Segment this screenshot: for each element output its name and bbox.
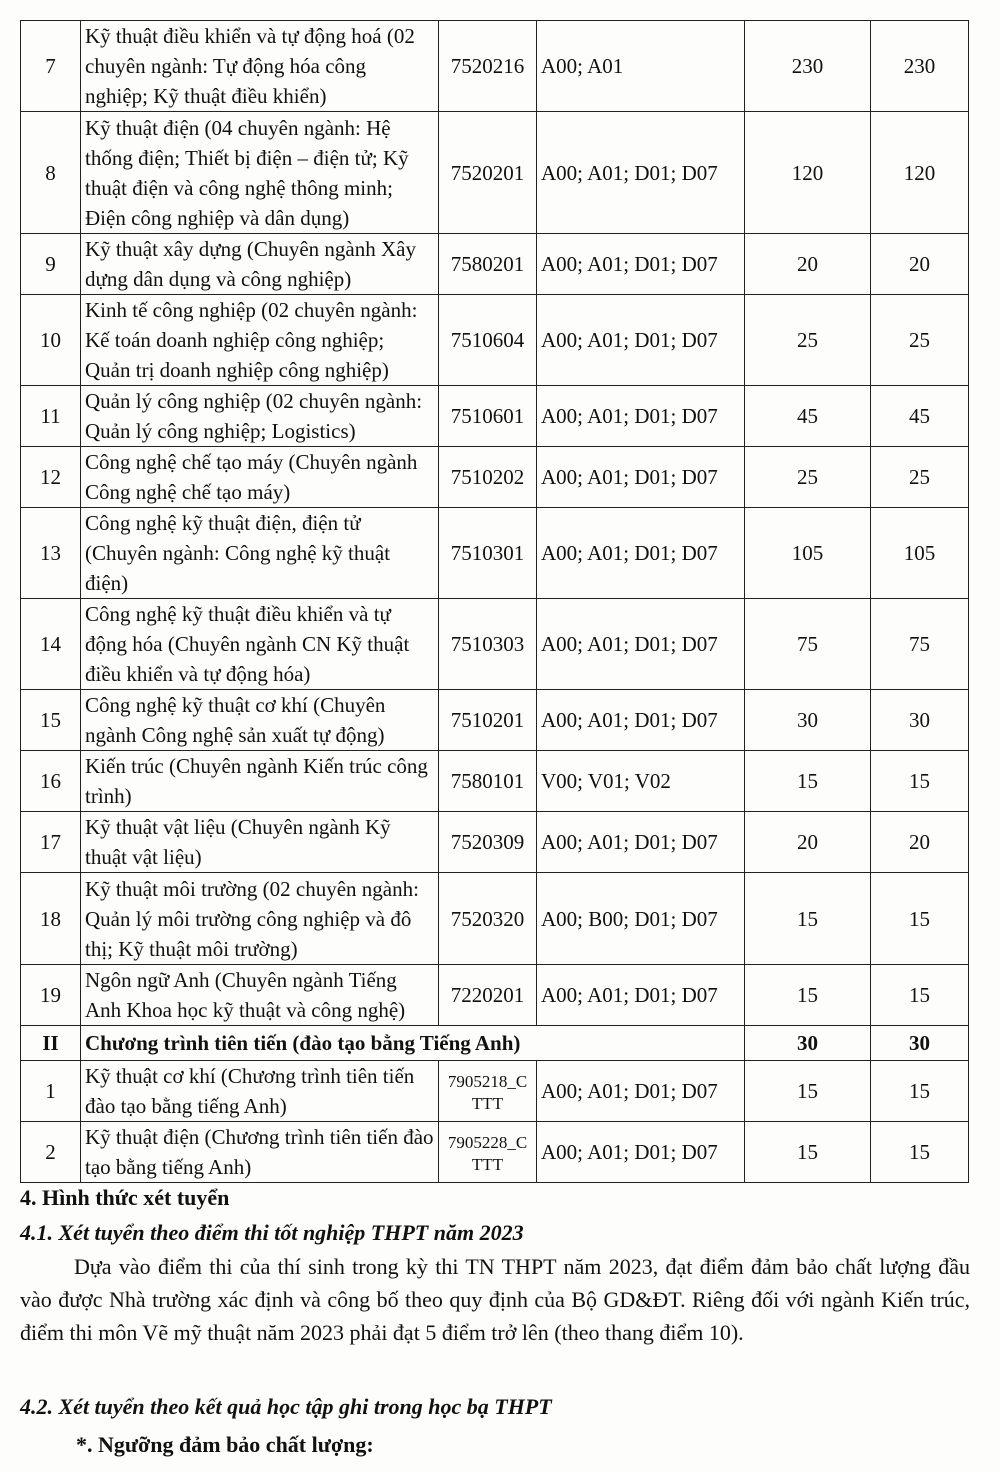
section-number: II [21,1026,81,1061]
table-row [21,1061,969,1122]
program-code: 7510604 [439,295,537,386]
quota-value: 120 [871,112,969,234]
row-number: 19 [21,965,81,1026]
quota-value: 25 [871,295,969,386]
subject-combinations: A00; A01; D01; D07 [537,295,745,386]
program-code: 7520201 [439,112,537,234]
quota-value: 15 [871,1061,969,1122]
subject-combinations: A00; A01; D01; D07 [537,812,745,873]
program-code: 7510303 [439,599,537,690]
quota-value: 15 [871,1122,969,1183]
quota-value: 25 [745,447,871,508]
program-name: Kỹ thuật điều khiển và tự động hoá (02 chuyên ngành: Tự động hóa công nghiệp; Kỹ thuật điều khiển) [81,21,439,112]
table-row [21,690,969,751]
row-number: 16 [21,751,81,812]
quota-value: 75 [745,599,871,690]
table-row [21,751,969,812]
quota-value: 15 [745,1122,871,1183]
section-quota: 30 [745,1026,871,1061]
row-number: 11 [21,386,81,447]
quota-value: 25 [871,447,969,508]
program-code: 7510601 [439,386,537,447]
subject-combinations: A00; A01 [537,21,745,112]
subject-combinations: A00; B00; D01; D07 [537,873,745,965]
row-number: 14 [21,599,81,690]
program-code: 7580201 [439,234,537,295]
section-4-2-heading: 4.2. Xét tuyển theo kết quả học tập ghi trong học bạ THPT [20,1394,552,1419]
quota-value: 15 [745,751,871,812]
row-number: 8 [21,112,81,234]
admission-quota-table [20,20,969,1183]
quota-value: 15 [871,873,969,965]
table-body [21,21,969,1183]
program-code: 7510202 [439,447,537,508]
quota-value: 30 [745,690,871,751]
row-number: 9 [21,234,81,295]
program-code: 7520216 [439,21,537,112]
table-row [21,447,969,508]
section-quota: 30 [871,1026,969,1061]
subject-combinations: A00; A01; D01; D07 [537,508,745,599]
program-name: Công nghệ kỹ thuật cơ khí (Chuyên ngành Công nghệ sản xuất tự động) [81,690,439,751]
program-code: 7510201 [439,690,537,751]
quota-value: 15 [745,965,871,1026]
quota-value: 15 [871,965,969,1026]
section-title: Chương trình tiên tiến (đào tạo bằng Tiếng Anh) [81,1026,745,1061]
subject-combinations: A00; A01; D01; D07 [537,386,745,447]
row-number: 2 [21,1122,81,1183]
table-row [21,234,969,295]
program-code: 7520320 [439,873,537,965]
program-name: Ngôn ngữ Anh (Chuyên ngành Tiếng Anh Khoa học kỹ thuật và công nghệ) [81,965,439,1026]
section-row [21,1026,969,1061]
program-name: Kiến trúc (Chuyên ngành Kiến trúc công trình) [81,751,439,812]
program-code: 7520309 [439,812,537,873]
quota-value: 105 [871,508,969,599]
subject-combinations: A00; A01; D01; D07 [537,447,745,508]
program-name: Kỹ thuật điện (Chương trình tiên tiến đào tạo bằng tiếng Anh) [81,1122,439,1183]
quota-value: 120 [745,112,871,234]
program-name: Kỹ thuật điện (04 chuyên ngành: Hệ thống điện; Thiết bị điện – điện tử; Kỹ thuật điện và công nghệ thông minh; Điện công nghiệp và dân dụng) [81,112,439,234]
row-number: 18 [21,873,81,965]
subject-combinations: A00; A01; D01; D07 [537,690,745,751]
program-name: Kinh tế công nghiệp (02 chuyên ngành: Kế toán doanh nghiệp công nghiệp; Quản trị doanh nghiệp công nghiệp) [81,295,439,386]
quota-value: 105 [745,508,871,599]
program-name: Kỹ thuật cơ khí (Chương trình tiên tiến đào tạo bằng tiếng Anh) [81,1061,439,1122]
quota-value: 15 [745,1061,871,1122]
table-row [21,599,969,690]
row-number: 10 [21,295,81,386]
subject-combinations: A00; A01; D01; D07 [537,1061,745,1122]
program-name: Kỹ thuật vật liệu (Chuyên ngành Kỹ thuật vật liệu) [81,812,439,873]
quota-value: 45 [745,386,871,447]
row-number: 7 [21,21,81,112]
quota-value: 20 [745,812,871,873]
quota-value: 20 [871,812,969,873]
subject-combinations: A00; A01; D01; D07 [537,234,745,295]
table-row [21,112,969,234]
program-name: Công nghệ chế tạo máy (Chuyên ngành Công nghệ chế tạo máy) [81,447,439,508]
quota-value: 15 [871,751,969,812]
program-code: 7580101 [439,751,537,812]
row-number: 17 [21,812,81,873]
row-number: 15 [21,690,81,751]
quota-value: 15 [745,873,871,965]
quota-value: 75 [871,599,969,690]
section-4-1-body: Dựa vào điểm thi của thí sinh trong kỳ thi TN THPT năm 2023, đạt điểm đảm bảo chất lượng đầu vào được Nhà trường xác định và công bố theo quy định của Bộ GD&ĐT. Riêng đối với ngành Kiến trúc, điểm thi môn Vẽ mỹ thuật năm 2023 phải đạt 5 điểm trở lên (theo thang điểm 10). [20,1254,970,1345]
quota-value: 230 [745,21,871,112]
subject-combinations: A00; A01; D01; D07 [537,112,745,234]
section-4-1-heading: 4.1. Xét tuyển theo điểm thi tốt nghiệp THPT năm 2023 [20,1220,524,1245]
subject-combinations: A00; A01; D01; D07 [537,1122,745,1183]
program-name: Kỹ thuật môi trường (02 chuyên ngành: Quản lý môi trường công nghiệp và đô thị; Kỹ thuật môi trường) [81,873,439,965]
row-number: 13 [21,508,81,599]
quota-value: 20 [745,234,871,295]
subject-combinations: A00; A01; D01; D07 [537,599,745,690]
quota-value: 25 [745,295,871,386]
program-name: Công nghệ kỹ thuật điều khiển và tự động hóa (Chuyên ngành CN Kỹ thuật điều khiển và tự động hóa) [81,599,439,690]
table-row [21,812,969,873]
program-name: Quản lý công nghiệp (02 chuyên ngành: Quản lý công nghiệp; Logistics) [81,386,439,447]
row-number: 1 [21,1061,81,1122]
program-code: 7905218_C TTT [439,1061,537,1122]
table-row [21,873,969,965]
subject-combinations: A00; A01; D01; D07 [537,965,745,1026]
program-code: 7220201 [439,965,537,1026]
program-name: Kỹ thuật xây dựng (Chuyên ngành Xây dựng dân dụng và công nghiệp) [81,234,439,295]
quota-value: 30 [871,690,969,751]
program-name: Công nghệ kỹ thuật điện, điện tử (Chuyên ngành: Công nghệ kỹ thuật điện) [81,508,439,599]
quota-value: 45 [871,386,969,447]
program-code: 7510301 [439,508,537,599]
table-row [21,1122,969,1183]
row-number: 12 [21,447,81,508]
quality-threshold-heading: *. Ngưỡng đảm bảo chất lượng: [76,1432,374,1457]
program-code: 7905228_C TTT [439,1122,537,1183]
table-row [21,965,969,1026]
quota-value: 20 [871,234,969,295]
quota-value: 230 [871,21,969,112]
table-row [21,21,969,112]
table-row [21,386,969,447]
table-row [21,295,969,386]
section-4-heading: 4. Hình thức xét tuyển [20,1185,230,1210]
subject-combinations: V00; V01; V02 [537,751,745,812]
table-row [21,508,969,599]
